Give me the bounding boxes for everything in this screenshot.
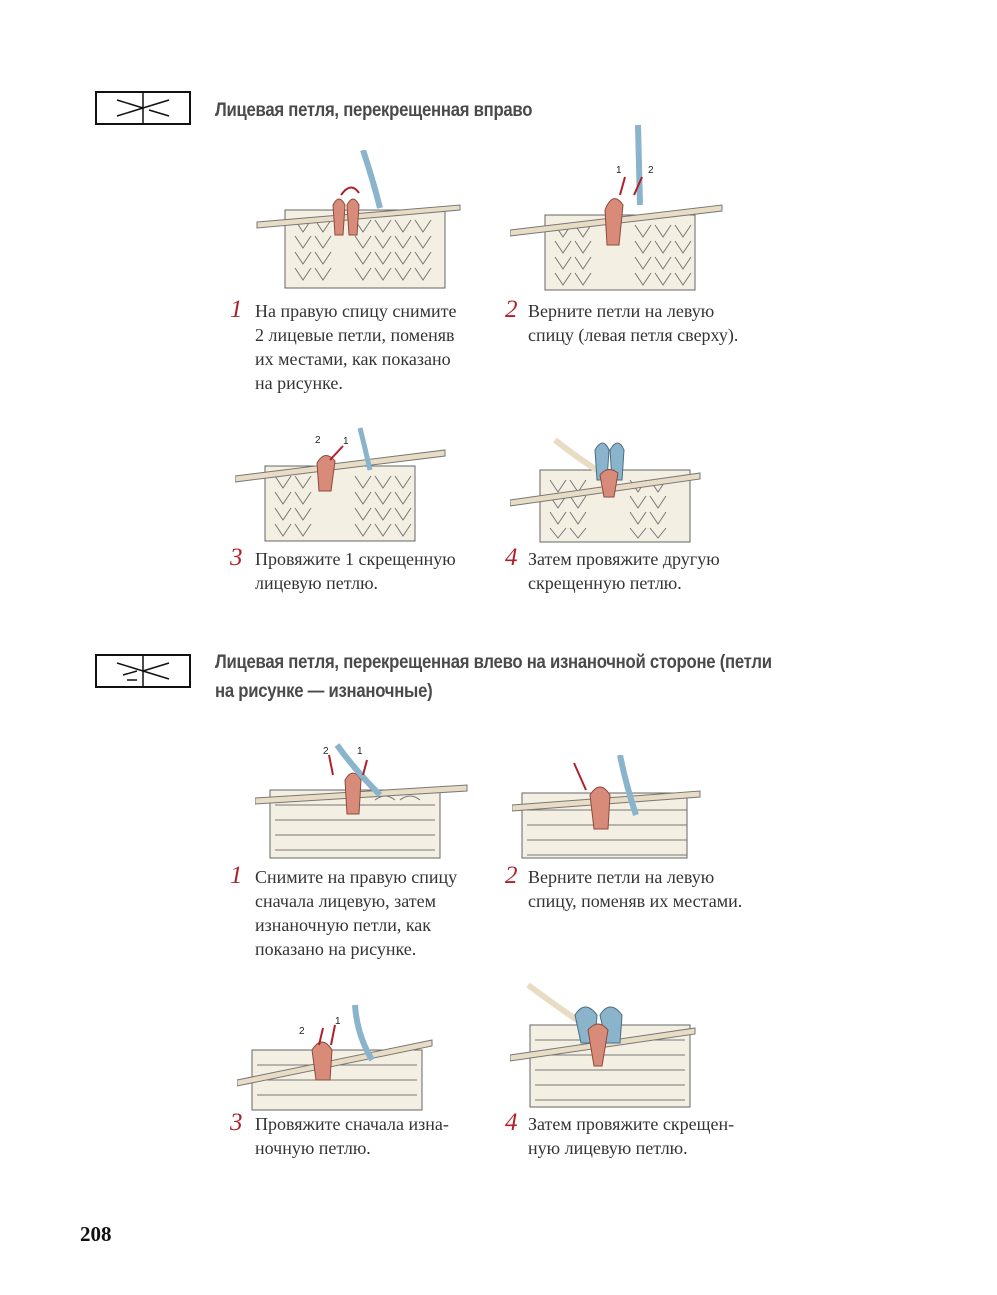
arrow-label: 2 (648, 165, 654, 176)
step-number: 1 (230, 862, 243, 889)
illustration-step-2-3 (237, 1000, 437, 1112)
illustration-step-1-3 (235, 408, 450, 543)
step-text: На правую спицу снимите 2 лицевые петли, поменяв их местами, как показано на рисунке. (255, 301, 457, 393)
step-number: 4 (505, 544, 518, 571)
step-text: Затем провяжите другую скрещенную петлю. (528, 549, 720, 593)
illustration-step-1-4 (510, 435, 710, 545)
chart-symbol-left-cross-purl (95, 654, 191, 688)
step-number: 3 (230, 1109, 243, 1136)
illustration-step-2-1 (255, 740, 470, 860)
arrow-label: 1 (357, 746, 363, 757)
arrow-label: 1 (343, 436, 349, 447)
step-text: Провяжите 1 скрещенную лицевую петлю. (255, 549, 456, 593)
step-text: Верните петли на левую спицу (левая петля сверху). (528, 301, 739, 345)
step-number: 2 (505, 862, 518, 889)
arrow-label: 2 (323, 746, 329, 757)
arrow-label: 2 (315, 435, 321, 446)
section-title-right-cross: Лицевая петля, перекрещенная вправо (215, 100, 533, 121)
section-title-left-cross-purl: Лицевая петля, перекрещенная влево на изнаночной стороне (петли на рисунке — изнаночные) (215, 652, 772, 702)
arrow-label: 1 (335, 1016, 341, 1027)
step-number: 3 (230, 544, 243, 571)
step-text: Верните петли на левую спицу, поменяв их местами. (528, 867, 743, 911)
illustration-step-2-4 (510, 980, 700, 1110)
illustration-step-1-2 (510, 125, 730, 295)
step-text: Провяжите сначала изна- ночную петлю. (255, 1114, 449, 1158)
arrow-label: 2 (299, 1026, 305, 1037)
illustration-step-2-2 (512, 755, 702, 860)
chart-symbol-right-cross (95, 91, 191, 125)
step-text: Снимите на правую спицу сначала лицевую, затем изнаночную петли, как показано на рисунке. (255, 867, 458, 959)
step-number: 2 (505, 296, 518, 323)
arrow-label: 1 (616, 165, 622, 176)
step-number: 4 (505, 1109, 518, 1136)
page-number: 208 (80, 1222, 112, 1246)
step-number: 1 (230, 296, 243, 323)
step-text: Затем провяжите скрещен- ную лицевую петлю. (528, 1114, 735, 1158)
illustration-step-1-1 (255, 150, 465, 290)
